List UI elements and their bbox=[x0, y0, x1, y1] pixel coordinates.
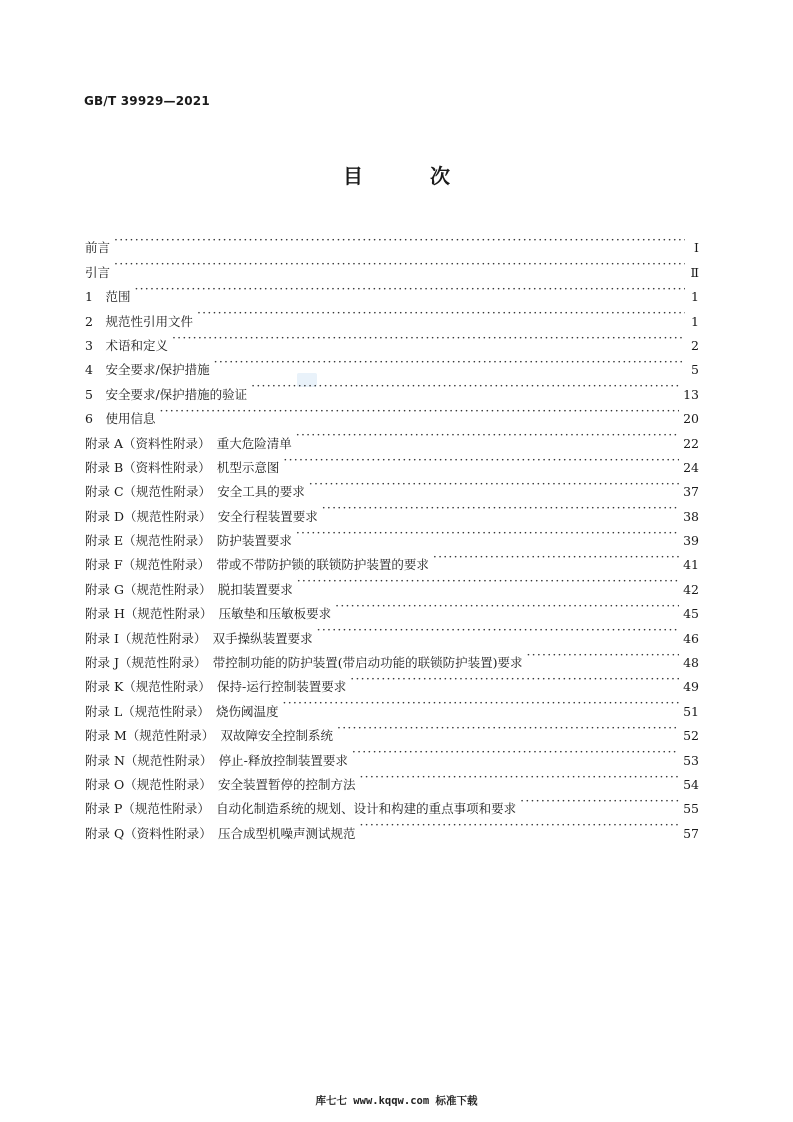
toc-entry-label: 6 使用信息 bbox=[85, 411, 156, 427]
toc-entry-page: 51 bbox=[683, 703, 699, 719]
toc-dot-leader bbox=[197, 301, 685, 325]
toc-entry-label: 附录 A（资料性附录） 重大危险清单 bbox=[85, 435, 292, 451]
toc-entry-page: 2 bbox=[691, 337, 699, 353]
toc-entry-label: 附录 Q（资料性附录） 压合成型机噪声测试规范 bbox=[85, 825, 356, 841]
toc-entry-label: 附录 J（规范性附录） 带控制功能的防护装置(带启动功能的联锁防护装置)要求 bbox=[85, 655, 523, 671]
toc-entry-page: Ⅰ bbox=[694, 240, 699, 256]
toc-entry[interactable] bbox=[85, 423, 699, 451]
toc-dot-leader bbox=[214, 350, 685, 374]
toc-dot-leader bbox=[335, 594, 679, 618]
toc-dot-leader bbox=[359, 813, 679, 837]
toc-dot-leader bbox=[134, 277, 685, 301]
toc-entry-page: 24 bbox=[683, 459, 699, 475]
toc-dot-leader bbox=[520, 789, 679, 813]
toc-dot-leader bbox=[283, 448, 679, 472]
toc-dot-leader bbox=[337, 716, 679, 740]
toc-entry-label: 附录 H（规范性附录） 压敏垫和压敏板要求 bbox=[85, 606, 332, 622]
toc-entry-page: 20 bbox=[683, 411, 699, 427]
toc-entry[interactable] bbox=[85, 228, 699, 256]
table-of-contents bbox=[85, 228, 699, 841]
toc-dot-leader bbox=[433, 545, 679, 569]
toc-entry-label: 1 范围 bbox=[85, 289, 131, 305]
toc-dot-leader bbox=[352, 740, 679, 764]
toc-entry-label: 附录 G（规范性附录） 脱扣装置要求 bbox=[85, 581, 293, 597]
toc-entry-page: 42 bbox=[683, 581, 699, 597]
toc-entry-label: 前言 bbox=[85, 240, 111, 256]
toc-entry-page: 1 bbox=[691, 313, 699, 329]
toc-entry-label: 2 规范性引用文件 bbox=[85, 313, 193, 329]
toc-entry-page: 1 bbox=[691, 289, 699, 305]
toc-entry-page: 52 bbox=[683, 728, 699, 744]
toc-entry-label: 3 术语和定义 bbox=[85, 337, 168, 353]
toc-entry-page: 41 bbox=[683, 557, 699, 573]
standard-code: GB/T 39929—2021 bbox=[84, 94, 210, 108]
toc-dot-leader bbox=[172, 326, 685, 350]
footer-text: 库七七 www.kqqw.com 标准下载 bbox=[315, 1095, 478, 1107]
toc-entry[interactable] bbox=[85, 301, 699, 329]
toc-entry-page: 13 bbox=[683, 386, 699, 402]
toc-entry-page: 37 bbox=[683, 484, 699, 500]
toc-dot-leader bbox=[114, 252, 685, 276]
toc-entry-page: 39 bbox=[683, 533, 699, 549]
toc-dot-leader bbox=[251, 374, 679, 398]
toc-entry-label: 5 安全要求/保护措施的验证 bbox=[85, 386, 248, 402]
toc-entry-label: 附录 K（规范性附录） 保持-运行控制装置要求 bbox=[85, 679, 347, 695]
toc-entry-label: 引言 bbox=[85, 264, 111, 280]
page-title: 目 次 bbox=[343, 164, 480, 188]
toc-dot-leader bbox=[283, 691, 680, 715]
toc-dot-leader bbox=[296, 521, 679, 545]
toc-entry-label: 附录 O（规范性附录） 安全装置暂停的控制方法 bbox=[85, 776, 356, 792]
toc-entry-page: 48 bbox=[683, 655, 699, 671]
toc-entry-label: 附录 E（规范性附录） 防护装置要求 bbox=[85, 533, 292, 549]
toc-dot-leader bbox=[359, 765, 679, 789]
toc-entry-label: 4 安全要求/保护措施 bbox=[85, 362, 210, 378]
toc-dot-leader bbox=[322, 496, 679, 520]
toc-dot-leader bbox=[159, 399, 679, 423]
toc-entry-label: 附录 M（规范性附录） 双故障安全控制系统 bbox=[85, 728, 334, 744]
toc-entry-label: 附录 N（规范性附录） 停止-释放控制装置要求 bbox=[85, 752, 348, 768]
toc-dot-leader bbox=[297, 569, 679, 593]
toc-entry[interactable] bbox=[85, 399, 699, 427]
toc-entry-page: 54 bbox=[683, 776, 699, 792]
toc-entry[interactable] bbox=[85, 326, 699, 353]
toc-dot-leader bbox=[296, 423, 679, 447]
toc-entry-page: 55 bbox=[683, 801, 699, 817]
toc-entry-page: Ⅱ bbox=[690, 264, 699, 280]
toc-entry-page: 57 bbox=[683, 825, 699, 841]
toc-entry-page: 22 bbox=[683, 435, 699, 451]
toc-entry-page: 49 bbox=[683, 679, 699, 695]
toc-entry-page: 46 bbox=[683, 630, 699, 646]
toc-entry-label: 附录 D（规范性附录） 安全行程装置要求 bbox=[85, 508, 318, 524]
toc-entry-label: 附录 I（规范性附录） 双手操纵装置要求 bbox=[85, 630, 313, 646]
toc-entry-page: 45 bbox=[683, 606, 699, 622]
toc-entry-label: 附录 P（规范性附录） 自动化制造系统的规划、设计和构建的重点事项和要求 bbox=[85, 801, 517, 817]
toc-dot-leader bbox=[350, 667, 679, 691]
toc-dot-leader bbox=[527, 643, 680, 667]
toc-entry-label: 附录 L（规范性附录） 烧伤阈温度 bbox=[85, 703, 279, 719]
toc-dot-leader bbox=[317, 618, 679, 642]
toc-dot-leader bbox=[114, 228, 685, 252]
toc-entry[interactable] bbox=[85, 350, 699, 378]
toc-entry-page: 5 bbox=[691, 362, 699, 378]
toc-entry-page: 38 bbox=[683, 508, 699, 524]
toc-entry-label: 附录 F（规范性附录） 带或不带防护锁的联锁防护装置的要求 bbox=[85, 557, 429, 573]
toc-entry-label: 附录 B（资料性附录） 机型示意图 bbox=[85, 459, 280, 475]
toc-entry-label: 附录 C（规范性附录） 安全工具的要求 bbox=[85, 484, 305, 500]
toc-entry[interactable] bbox=[85, 252, 699, 280]
toc-dot-leader bbox=[309, 472, 679, 496]
toc-entry-page: 53 bbox=[683, 752, 699, 768]
toc-entry[interactable] bbox=[85, 277, 699, 305]
